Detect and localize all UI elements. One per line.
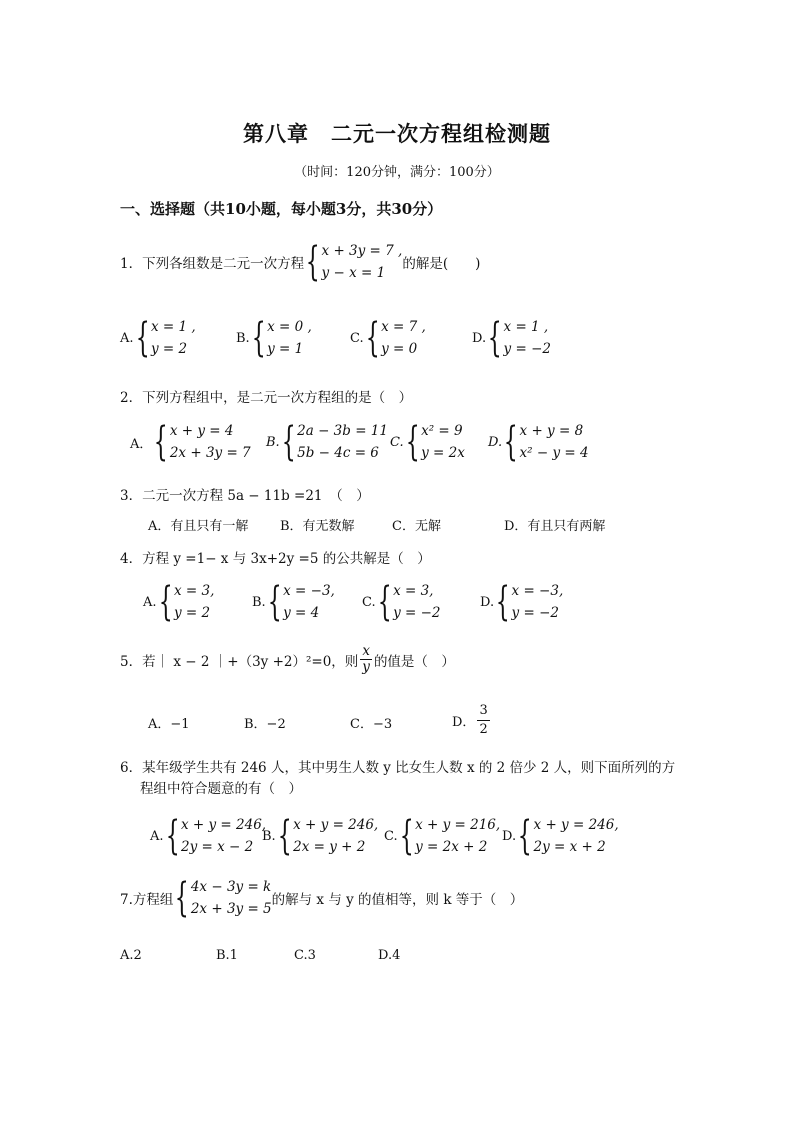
question-5 <box>120 644 455 675</box>
option-label: D． <box>452 715 476 730</box>
section-heading: 一、选择题（共10小题，每小题3分，共30分） <box>120 200 443 218</box>
eq-row: y − x = 1 <box>321 265 386 281</box>
eq-row: 2x = y + 2 <box>293 839 366 855</box>
eq-row: y = 0 <box>381 341 418 357</box>
eq-row: x² − y = 4 <box>519 445 589 461</box>
brace-icon: { <box>305 239 320 285</box>
option-b[interactable]: B.1 <box>216 948 238 963</box>
eq-row: x + y = 246, <box>533 817 619 833</box>
page-title: 第八章 二元一次方程组检测题 <box>243 121 551 146</box>
eq-row: y = −2 <box>393 605 441 621</box>
question-6-line1: 6．某年级学生共有 246 人，其中男生人数 y 比女生人数 x 的 2 倍少 2 人，则下面所列的方 <box>120 760 676 776</box>
eq-row: y = 2x <box>421 445 465 461</box>
eq-row: x = 1 , <box>503 319 549 335</box>
brace-icon: { <box>277 813 292 859</box>
numerator: 3 <box>477 702 489 721</box>
eq-row: y = 2 <box>150 341 188 357</box>
denominator: 2 <box>479 722 488 737</box>
page-subtitle: （时间：120分钟，满分：100分） <box>294 165 500 180</box>
option-label: A. <box>120 330 134 346</box>
eq-row: y = −2 <box>503 341 551 357</box>
eq-row: y = 2 <box>173 605 211 621</box>
question-5-stem: 5．若｜ x − 2 ｜+（3y +2）²=0，则 <box>120 653 359 670</box>
eq-row: 2x + 3y = 5 <box>190 901 272 917</box>
option-d[interactable] <box>502 814 619 858</box>
option-c[interactable]: C．−3 <box>350 717 393 732</box>
eq-row: y = 2x + 2 <box>415 839 488 855</box>
option-c[interactable]: C.3 <box>294 948 316 963</box>
option-label: B. <box>266 434 280 450</box>
brace-icon: { <box>365 315 380 361</box>
eq-row: y = 1 <box>267 341 304 357</box>
eq-row: x = 3, <box>393 583 434 599</box>
brace-icon: { <box>517 813 532 859</box>
eq-row: x + y = 246, <box>293 817 379 833</box>
option-label: C. <box>390 434 404 450</box>
option-a[interactable]: A．−1 <box>148 717 190 732</box>
brace-icon: { <box>251 315 266 361</box>
option-label: D. <box>488 434 503 450</box>
question-1 <box>120 240 480 284</box>
brace-icon: { <box>135 315 150 361</box>
option-label: B. <box>236 330 250 346</box>
eq-row: x = 0 , <box>267 319 312 335</box>
question-7 <box>120 876 523 920</box>
option-c[interactable] <box>350 316 426 360</box>
option-d[interactable] <box>480 580 563 624</box>
eq-row: x + y = 216, <box>415 817 501 833</box>
eq-row: x = −3, <box>283 583 335 599</box>
eq-row: 2a − 3b = 11 <box>297 423 388 439</box>
fraction <box>477 702 489 739</box>
option-c[interactable] <box>390 420 465 464</box>
denominator: y <box>362 659 370 675</box>
eq-row: x + y = 8 <box>519 423 584 439</box>
question-6-line2: 程组中符合题意的有（ ） <box>140 781 302 797</box>
brace-icon: { <box>503 419 518 465</box>
eq-row: 2y = x − 2 <box>180 839 254 855</box>
brace-icon: { <box>399 813 414 859</box>
brace-icon: { <box>158 579 173 625</box>
eq-row: x + y = 246, <box>180 817 267 833</box>
brace-icon: { <box>377 579 392 625</box>
eq-row: 2x + 3y = 7 <box>169 445 251 461</box>
option-d[interactable] <box>472 316 551 360</box>
eq-row: 4x − 3y = k <box>190 879 272 895</box>
question-3: 3．二元一次方程 5a − 11b =21 （ ） <box>120 488 370 504</box>
option-a[interactable] <box>143 580 214 624</box>
fraction <box>360 644 372 675</box>
option-b[interactable] <box>252 580 335 624</box>
option-label: D. <box>480 594 495 610</box>
eq-row: 2y = x + 2 <box>533 839 606 855</box>
option-c[interactable] <box>384 814 500 858</box>
option-b[interactable] <box>266 420 388 464</box>
eq-row: x = 3, <box>173 583 215 599</box>
option-a[interactable] <box>120 316 196 360</box>
option-label: D. <box>502 828 517 844</box>
option-label: B. <box>262 828 276 844</box>
question-1-stem: 1．下列各组数是二元一次方程 <box>120 256 305 272</box>
eq-row: x = 1 , <box>150 319 196 335</box>
option-label: D. <box>472 330 487 346</box>
question-4: 4．方程 y =1− x 与 3x+2y =5 的公共解是（ ） <box>120 551 431 567</box>
option-b[interactable]: B．−2 <box>244 717 286 732</box>
option-b[interactable]: B．有无数解 <box>280 519 355 534</box>
brace-icon: { <box>281 419 296 465</box>
option-c[interactable]: C．无解 <box>392 519 441 534</box>
eq-row: x = 7 , <box>381 319 426 335</box>
option-label: A. <box>150 828 164 844</box>
option-a[interactable] <box>150 814 266 858</box>
eq-row: x + y = 4 <box>169 423 234 439</box>
option-a[interactable] <box>130 420 251 464</box>
option-label: C. <box>362 594 376 610</box>
brace-icon: { <box>154 419 169 465</box>
question-7-tail: 的解与 x 与 y 的值相等，则 k 等于（ ） <box>271 892 524 908</box>
question-1-tail: 的解是( ) <box>402 256 481 272</box>
option-label: A． <box>130 436 153 452</box>
option-label: B. <box>252 594 266 610</box>
eq-row: x² = 9 <box>421 423 463 439</box>
option-b[interactable] <box>262 814 378 858</box>
brace-icon: { <box>267 579 282 625</box>
option-c[interactable] <box>362 580 441 624</box>
option-d[interactable] <box>452 702 492 739</box>
brace-icon: { <box>165 813 180 859</box>
numerator: x <box>362 643 370 659</box>
option-label: C. <box>350 330 364 346</box>
eq-row: x = −3, <box>511 583 564 599</box>
question-2: 2．下列方程组中，是二元一次方程组的是（ ） <box>120 390 413 406</box>
brace-icon: { <box>487 315 502 361</box>
eq-row: 5b − 4c = 6 <box>297 445 379 461</box>
option-a[interactable]: A．有且只有一解 <box>148 519 249 534</box>
option-label: C. <box>384 828 398 844</box>
option-label: A. <box>143 594 157 610</box>
option-d[interactable]: D.4 <box>378 948 401 963</box>
option-b[interactable] <box>236 316 312 360</box>
eq-row: x + 3y = 7 , <box>321 243 403 259</box>
equation-system <box>304 240 402 284</box>
brace-icon: { <box>175 875 190 921</box>
option-d[interactable] <box>488 420 589 464</box>
eq-row: y = −2 <box>511 605 559 621</box>
brace-icon: { <box>495 579 510 625</box>
question-7-stem: 7.方程组 <box>120 892 174 908</box>
brace-icon: { <box>405 419 420 465</box>
option-d[interactable]: D．有且只有两解 <box>504 519 606 534</box>
question-5-tail: 的值是（ ） <box>373 653 455 670</box>
option-a[interactable]: A.2 <box>120 948 142 963</box>
eq-row: y = 4 <box>283 605 320 621</box>
equation-system <box>173 876 271 920</box>
